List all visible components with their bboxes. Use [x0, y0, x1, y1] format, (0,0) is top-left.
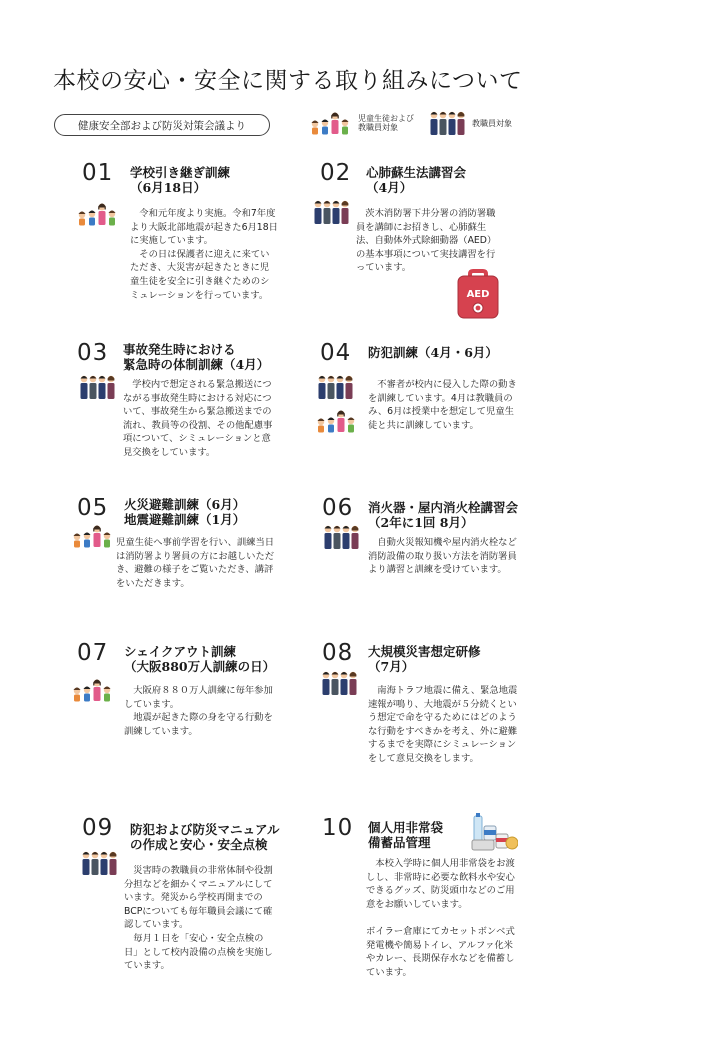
- item-description: [366, 857, 521, 979]
- staff-icon: [322, 524, 362, 550]
- item-title-line: 防犯および防災マニュアル: [130, 822, 280, 837]
- item-description: [368, 684, 518, 766]
- svg-text:AED: AED: [466, 289, 490, 300]
- item-title: [124, 644, 275, 674]
- legend-students-staff-label: 児童生徒および教職員対象: [358, 114, 414, 132]
- staff-icon: [78, 374, 118, 400]
- item-title-line: 個人用非常袋: [368, 820, 444, 835]
- students-staff-icon: [75, 201, 121, 227]
- item-paragraph: ボイラー倉庫にてカセットボンベ式発電機や簡易トイレ、アルファ化米やカレー、長期保存水などを備蓄しています。: [366, 925, 515, 978]
- item-paragraph: 茨木消防署下井分署の消防署職員を講師にお招きし、心肺蘇生法、自動体外式除細動器（AED）の基本事項について実技講習を行っています。: [356, 208, 497, 274]
- item-title-line: 消火器・屋内消火栓講習会: [368, 500, 519, 515]
- students-staff-icon: [70, 523, 116, 549]
- item-title: [368, 345, 498, 360]
- item-paragraph: その日は保護者に迎えに来ていただき、大災害が起きたときに児童生徒を安全に引き継ぐためのシミュレーションを行っています。: [130, 248, 270, 301]
- item-title-line: 地震避難訓練（1月）: [124, 512, 246, 527]
- item-paragraph: 自動火災報知機や屋内消火栓など消防設備の取り扱い方法を消防署員より講習と訓練を受けています。: [368, 537, 517, 576]
- students-staff-icon: [314, 408, 360, 434]
- item-title-line: 心肺蘇生法講習会: [366, 165, 467, 180]
- item-title: [123, 342, 269, 372]
- students-staff-icon: [308, 110, 354, 136]
- item-number: 06: [322, 495, 354, 521]
- staff-icon: [312, 199, 352, 225]
- item-description: [124, 864, 276, 973]
- item-title-line: 緊急時の体制訓練（4月）: [123, 357, 270, 372]
- emergency-supplies-icon: [470, 812, 518, 852]
- item-title: [130, 165, 230, 195]
- item-description: [130, 207, 278, 302]
- item-description: [356, 207, 504, 275]
- item-title-line: （7月）: [368, 659, 415, 674]
- item-description: [116, 536, 276, 590]
- item-title: [368, 644, 481, 674]
- item-description: [368, 536, 520, 577]
- item-description: [123, 378, 275, 460]
- item-title-line: シェイクアウト訓練: [124, 644, 237, 659]
- legend-staff-label: 教職員対象: [472, 118, 512, 128]
- item-title: [130, 822, 280, 852]
- source-label: 健康安全部および防災対策会議より: [54, 114, 270, 136]
- item-title-line: の作成と安心・安全点検: [130, 837, 268, 852]
- item-number: 07: [77, 640, 109, 666]
- item-paragraph: 児童生徒へ事前学習を行い、訓練当日は消防署より署員の方にお越しいただき、避難の様子をご覧いただき、講評をいただきます。: [116, 537, 275, 589]
- item-paragraph: 地震が起きた際の身を守る行動を訓練しています。: [124, 712, 273, 737]
- item-title-line: 事故発生時における: [123, 342, 236, 357]
- item-title: [368, 820, 443, 850]
- item-title-line: （6月18日）: [130, 180, 207, 195]
- item-title-line: （4月）: [366, 180, 413, 195]
- item-number: 02: [320, 160, 352, 186]
- item-paragraph: 災害時の教職員の非常体制や役割分担などを細かくマニュアルにしています。発災から学校再開までのBCPについても毎年職員会議にて確認しています。: [124, 865, 273, 931]
- staff-icon: [80, 850, 120, 876]
- item-title-line: 火災避難訓練（6月）: [124, 497, 246, 512]
- legend-students-staff: [308, 110, 416, 136]
- item-number: 08: [322, 640, 354, 666]
- item-title: [124, 497, 245, 527]
- item-description: [124, 684, 274, 738]
- item-title-line: 防犯訓練（4月・6月）: [368, 345, 498, 360]
- item-paragraph: 大阪府８８０万人訓練に毎年参加しています。: [124, 685, 273, 710]
- item-paragraph: 毎月１日を「安心・安全点検の日」として校内設備の点検を実施しています。: [124, 932, 273, 972]
- item-number: 03: [77, 340, 109, 366]
- item-paragraph: 令和元年度より実施。令和7年度より大阪北部地震が起きた6月18日に実施しています。: [130, 208, 278, 247]
- students-staff-icon: [70, 677, 116, 703]
- item-paragraph: 不審者が校内に侵入した際の動きを訓練しています。4月は教職員のみ、6月は授業中を想定して児童生徒と共に訓練しています。: [368, 379, 517, 431]
- staff-icon: [428, 110, 468, 136]
- item-title-line: 大規模災害想定研修: [368, 644, 481, 659]
- item-title-line: 学校引き継ぎ訓練: [130, 165, 231, 180]
- item-number: 01: [82, 160, 114, 186]
- staff-icon: [320, 670, 360, 696]
- staff-icon: [316, 374, 356, 400]
- item-number: 05: [77, 495, 109, 521]
- item-description: [368, 378, 518, 432]
- item-number: 09: [82, 815, 114, 841]
- item-paragraph: 南海トラフ地震に備え、緊急地震速報が鳴り、大地震が５分続くという想定で命を守るためにはどのような行動をすべきかを考え、外に避難するまでを実際にシミュレーションをして意見交換をします。: [368, 685, 518, 764]
- item-title-line: 備蓄品管理: [368, 835, 431, 850]
- item-paragraph: 本校入学時に個人用非常袋をお渡しし、非常時に必要な飲料水や安心できるグッズ、防災頭巾などのご用意をお願いしています。: [366, 858, 515, 910]
- page-title: 本校の安心・安全に関する取り組みについて: [53, 68, 523, 94]
- item-title-line: （大阪880万人訓練の日）: [124, 659, 276, 674]
- item-paragraph: 学校内で想定される緊急搬送につながる事故発生時における対応について、事故発生から緊急搬送までの流れ、教員等の役割、その他配慮事項について、シミュレーションと意見交換をしています。: [123, 379, 273, 458]
- item-title: [366, 165, 466, 195]
- item-number: 04: [320, 340, 352, 366]
- item-title: [368, 500, 518, 530]
- item-number: 10: [322, 815, 354, 841]
- aed-icon: [456, 268, 500, 320]
- item-title-line: （2年に1回 8月）: [368, 515, 474, 530]
- legend-staff: [428, 110, 530, 136]
